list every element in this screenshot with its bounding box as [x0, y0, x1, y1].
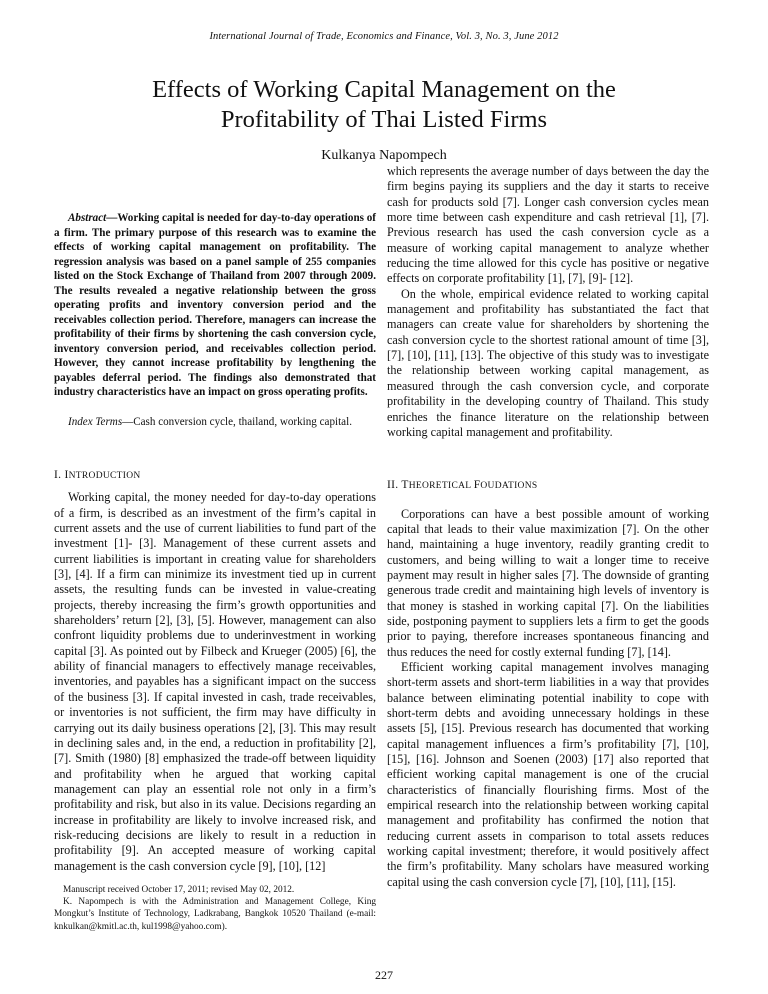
continued-paragraph: which represents the average number of days between the day the firm begins paying its suppliers and the day it starts to receive cash for products sold [7]. Longer cash conversion cycles mean more time between cash expenditure and cash retrieval [1], [7]. Previous research has used the cash conversion cycle as a measure of working capital management to analyze whether reducing the time allowed for this cycle has positive or negative effects on corporate profitability [1], [7], [9]- [12]. — [387, 164, 709, 286]
paper-title — [0, 75, 768, 135]
index-terms — [54, 415, 376, 430]
introduction-paragraph: Working capital, the money needed for day-to-day operations of a firm, is described as an investment of the firm’s capital in current assets and the use of current liabilities to fund part of the investment [1]- [3]. Management of these current assets and current liabilities is important in creating value for shareholders [3], [4]. If a firm can minimize its investment tied up in current assets, the resulting funds can be invested in value-creating projects, thereby increasing the firm’s growth opportunities and shareholders’ return [2], [3], [5]. However, management can also confront liquidity problems due to underinvestment in working capital [3]. As pointed out by Filbeck and Krueger (2005) [6], the ability of financial managers to effectively manage receivables, inventories, and payables has a significant impact on the success of the business [3]. If capital invested in cash, trade receivables, or inventories is not sufficient, the firm may have difficulty in carrying out its daily business operations [2], [3]. This may result in declining sales and, in the end, a reduction in profitability [2], [7]. Smith (1980) [8] emphasized the trade-off between liquidity and profitability when he argued that working capital management can play an essential role not only in a firm’s profitability and risk, but also in its value. Decisions regarding an increase in profitability are likely to involve increased risk, and risk-reducing decisions are likely to result in a reduction in profitability [9]. An accepted measure of working capital management is the cash conversion cycle [9], [10], [12] — [54, 490, 376, 873]
title-line-1: Effects of Working Capital Management on the — [152, 76, 616, 103]
section-title-initial: T — [401, 479, 409, 492]
abstract-label: Abstract — [68, 212, 107, 224]
theory-paragraph-1: Corporations can have a best possible amount of working capital that leads to their value maximization [7]. On the other hand, maintaining a huge inventory, readily granting credit to customers, and being willing to wait a longer time to receive payment may result in higher sales [7]. The downside of granting generous trade credit and maintaining high levels of inventory is that money is stashed in working capital [7]. On the liabilities side, postponing payment to suppliers lets a firm to get the goods prior to paying, therefore increases spontaneous financing and thus reduces the need for costly external funding [7], [14]. — [387, 506, 709, 659]
section-numeral: I. — [54, 469, 62, 481]
index-terms-text: —Cash conversion cycle, thailand, working capital. — [122, 415, 352, 428]
page-number: 227 — [375, 968, 393, 982]
index-terms-label: Index Terms — [68, 415, 123, 428]
right-column — [387, 164, 709, 890]
abstract-text: —Working capital is needed for day-to-day operations of a firm. The primary purpose of this research was to examine the effects of working capital management on profitability. The regression analysis was based on a panel sample of 255 companies listed on the Stock Exchange of Thailand from 2007 through 2009. The results revealed a negative relationship between the gross operating profits and inventory conversion period and the receivables collection period. Therefore, managers can increase the profitability of their firms by shortening the cash conversion cycle, inventory conversion period, and receivables collection period. However, they cannot increase profitability by lengthening the payables deferral period. The findings also demonstrated that industry characteristics have an impact on gross operating profits. — [54, 212, 376, 398]
section-title-initial-2: F — [473, 479, 481, 492]
left-column — [54, 211, 376, 874]
section-heading-theory — [387, 478, 709, 494]
section-title-rest: NTRODUCTION — [68, 471, 141, 481]
footnote-received: Manuscript received October 17, 2011; revised May 02, 2012. — [63, 885, 295, 895]
footnote-affiliation: K. Napompech is with the Administration and Management College, King Mongkut’s Institute of Technology, Ladkrabang, Bangkok 10520 Thailand (e-mail: knkulkan@kmitl.ac.th, kul1998@yahoo.com). — [54, 897, 376, 932]
footnote — [54, 884, 376, 933]
abstract — [54, 211, 376, 400]
section-heading-introduction — [54, 468, 376, 484]
running-header: International Journal of Trade, Economics and Finance, Vol. 3, No. 3, June 2012 — [209, 31, 559, 42]
author-name: Kulkanya Napompech — [321, 148, 447, 163]
theory-paragraph-2: Efficient working capital management involves managing short-term assets and short-term liabilities in a way that provides balance between eliminating potential inability to cope with short-term debts and avoiding unnecessary holdings in these assets [5], [15]. Previous research has documented that working capital management influences a firm’s profitability [7], [10], [15], [16]. Johnson and Soenen (2003) [17] also reported that efficient working capital management is one of the crucial characteristics of financially flourishing firms. Most of the empirical research into the relationship between working capital management and profitability has confirmed the notion that reducing current assets in comparison to total assets reduces working capital investment; therefore, it would positively affect the firm’s profitability. Many scholars have measured working capital using the cash conversion cycle [7], [10], [11], [15]. — [387, 659, 709, 889]
section-numeral: II. — [387, 479, 399, 492]
section-title-initial: I — [64, 469, 69, 481]
objective-paragraph: On the whole, empirical evidence related to working capital management and profitability has substantiated the fact that managers can create value for shareholders by shortening the cash conversion cycle to the shortest rational amount of time [3], [7], [10], [11], [13]. The objective of this study was to investigate the relationship between working capital management, as measured through the cash conversion cycle, and corporate profitability in the developing country of Thailand. This study enriches the finance literature on the relationship between working capital management and profitability. — [387, 286, 709, 439]
section-title-rest-2: OUDATIONS — [480, 481, 538, 492]
section-title-rest: HEORETICAL — [408, 481, 474, 492]
title-line-2: Profitability of Thai Listed Firms — [220, 106, 548, 133]
